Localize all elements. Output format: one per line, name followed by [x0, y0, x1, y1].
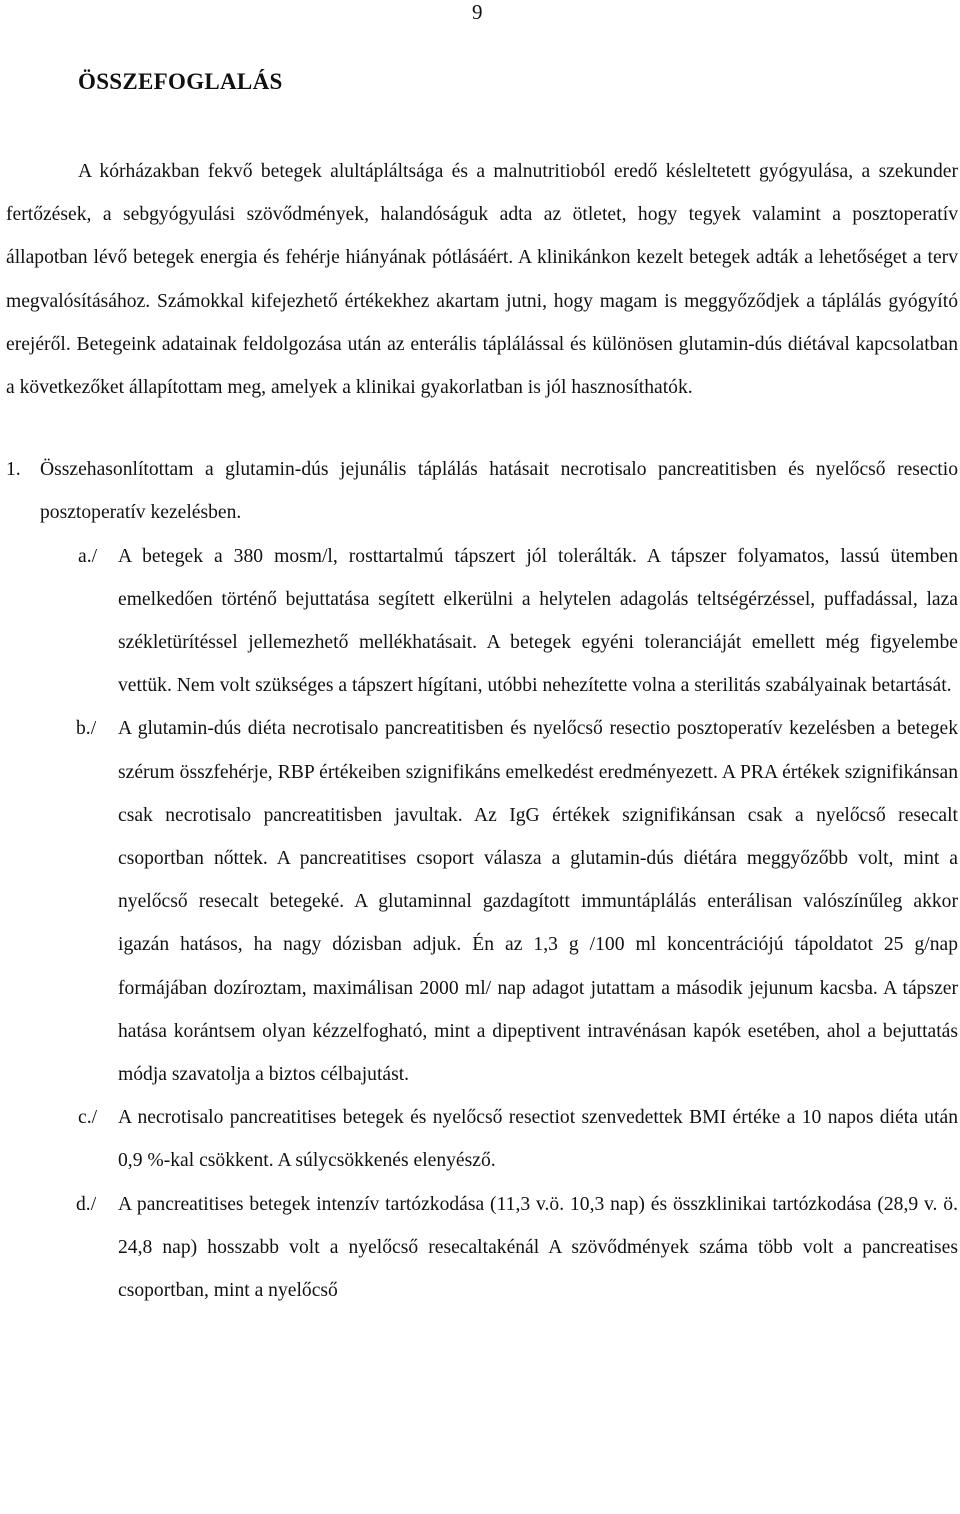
sub-item-a — [6, 535, 958, 708]
sub-item-text: A necrotisalo pancreatitises betegek és nyelőcső resectiot szenvedettek BMI értéke a 10 napos diéta után 0,9 %-kal csökkent. A súlycsökkenés elenyésző. — [118, 1107, 958, 1172]
document-body — [6, 150, 958, 1312]
sub-item-text: A betegek a 380 mosm/l, rosttartalmú tápszert jól tolerálták. A tápszer folyamatos, lassú ütemben emelkedően történő bejuttatása segített elkerülni a helytelen adagolás teltségérzéssel, puffadással, laza székletürítéssel jellemezhető mellékhatásait. A betegek egyéni toleranciáját emellett még figyelembe vettük. Nem volt szükséges a tápszert hígítani, utóbbi nehezítette volna a sterilitás szabályainak betartását. — [118, 545, 958, 697]
section-title: ÖSSZEFOGLALÁS — [78, 69, 283, 94]
list-marker: a./ — [78, 545, 98, 567]
sub-item-b — [6, 707, 958, 1096]
sub-item-text: A pancreatitises betegek intenzív tartózkodása (11,3 v.ö. 10,3 nap) és összklinikai tartózkodása (28,9 v. ö. 24,8 nap) hosszabb volt a nyelőcső resecaltakénál A szövődmények száma több volt a pancreatises csoportban, mint a nyelőcső — [118, 1193, 958, 1302]
list-marker: 1. — [6, 459, 21, 481]
intro-paragraph: A kórházakban fekvő betegek alultápláltsága és a malnutritioból eredő késleltetett gyógyulása, a szekunder fertőzések, a sebgyógyulási szövődmények, halandóságuk adta az ötletet, hogy tegyek valamint a posztoperatív állapotban lévő betegek energia és fehérje hiányának pótlásáért. A klinikánkon kezelt betegek adták a lehetőséget a terv megvalósításához. Számokkal kifejezhető értékekhez akartam jutni, hogy magam is meggyőződjek a táplálás gyógyító erejéről. Betegeink adatainak feldolgozása után az enterális táplálással és különösen glutamin-dús diétával kapcsolatban a következőket állapítottam meg, amelyek a klinikai gyakorlatban is jól hasznosíthatók. — [6, 161, 958, 399]
numbered-item-1 — [6, 448, 958, 534]
list-marker: d./ — [76, 1193, 97, 1215]
numbered-item-text: Összehasonlítottam a glutamin-dús jejunális táplálás hatásait necrotisalo pancreatitisben és nyelőcső resectio posztoperatív kezelésben. — [40, 459, 958, 524]
list-marker: c./ — [78, 1107, 98, 1129]
list-marker: b./ — [76, 718, 97, 740]
sub-item-text: A glutamin-dús diéta necrotisalo pancreatitisben és nyelőcső resectio posztoperatív kezelésben a betegek szérum összfehérje, RBP értékeiben szignifikáns emelkedést eredményezett. A PRA értékek szignifikánsan csak necrotisalo pancreatitisben javultak. Az IgG értékek szignifikánsan csak a nyelőcső resecalt csoportban nőttek. A pancreatitises csoport válasza a glutamin-dús diétára meggyőzőbb volt, mint a nyelőcső resecalt betegeké. A glutaminnal gazdagított immuntáplálás enterálisan valószínűleg akkor igazán hatásos, ha nagy dózisban adjuk. Én az 1,3 g /100 ml koncentrációjú tápoldatot 25 g/nap formájában dozíroztam, maximálisan 2000 ml/ nap adagot jutattam a második jejunum kacsba. A tápszer hatása korántsem olyan kézzelfogható, mint a dipeptivent intravénásan kapók esetében, ahol a bejuttatás módja szavatolja a biztos célbajutást. — [118, 718, 958, 1086]
sub-item-c — [6, 1096, 958, 1182]
paragraph-gap — [6, 409, 958, 448]
page-number: 9 — [472, 0, 483, 24]
sub-item-d — [6, 1183, 958, 1313]
